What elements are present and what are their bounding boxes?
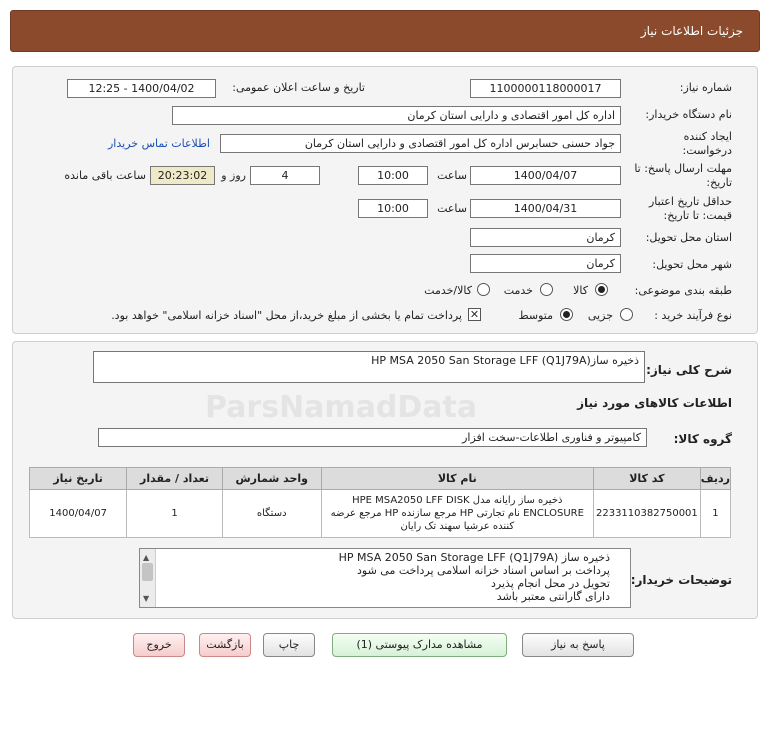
creator-label: ایجاد کننده درخواست: <box>682 130 732 157</box>
category-service-label: خدمت <box>503 284 533 297</box>
process-medium-radio[interactable] <box>560 308 573 321</box>
table-header-row <box>30 468 731 490</box>
cell-qty: 1 <box>127 490 223 538</box>
validity-time-field: 10:00 <box>358 199 428 218</box>
notes-line: دارای گارانتی معتبر باشد <box>496 590 610 603</box>
province-label: استان محل تحویل: <box>645 231 732 244</box>
col-row-header: ردیف <box>700 468 730 490</box>
deadline-time-field: 10:00 <box>358 166 428 185</box>
page-title: جزئیات اطلاعات نیاز <box>640 24 743 38</box>
treasury-payment-note: پرداخت تمام یا بخشی از مبلغ خرید،از محل "اسناد خزانه اسلامی" خواهد بود. <box>111 309 462 322</box>
print-button[interactable]: چاپ <box>263 633 315 657</box>
exit-button[interactable]: خروج <box>133 633 185 657</box>
page-header <box>10 10 760 52</box>
city-field: کرمان <box>470 254 621 273</box>
city-label: شهر محل تحویل: <box>652 258 732 271</box>
category-goods-radio[interactable] <box>595 283 608 296</box>
attachments-button[interactable]: مشاهده مدارک پیوستی (1) <box>332 633 507 657</box>
days-label: روز و <box>221 169 246 182</box>
category-label: طبقه بندی موضوعی: <box>634 284 732 297</box>
buyer-notes-label: توضیحات خریدار: <box>630 573 732 587</box>
category-goods-label: کالا <box>573 284 588 297</box>
buyer-org-label: نام دستگاه خریدار: <box>645 108 732 121</box>
notes-line: ذخیره ساز HP MSA 2050 San Storage LFF (Q1J79A) <box>338 551 610 564</box>
category-goods-service-radio[interactable] <box>477 283 490 296</box>
col-unit-header: واحد شمارش <box>222 468 321 490</box>
category-goods-service-label: کالا/خدمت <box>424 284 472 297</box>
goods-group-label: گروه کالا: <box>673 432 732 446</box>
process-partial-radio[interactable] <box>620 308 633 321</box>
cell-row: 1 <box>700 490 730 538</box>
treasury-payment-checkbox[interactable]: ✕ <box>469 308 480 321</box>
creator-field: جواد حسنی حسابرس اداره کل امور اقتصادی و دارایی استان کرمان <box>220 134 621 153</box>
goods-table <box>29 467 731 538</box>
process-medium-label: متوسط <box>518 309 553 322</box>
goods-info-title: اطلاعات کالاهای مورد نیاز <box>577 396 732 410</box>
goods-group-field: کامپیوتر و فناوری اطلاعات-سخت افزار <box>98 428 647 447</box>
buyer-org-field: اداره کل امور اقتصادی و دارایی استان کرمان <box>172 106 621 125</box>
col-name-header: نام کالا <box>321 468 593 490</box>
notes-line: تحویل در محل انجام پذیرد <box>490 577 610 590</box>
notes-line: پرداخت بر اساس اسناد خزانه اسلامی پرداخت می شود <box>356 564 610 577</box>
reply-button[interactable]: پاسخ به نیاز <box>522 633 634 657</box>
buyer-notes-textarea[interactable] <box>139 548 631 608</box>
deadline-label: مهلت ارسال پاسخ: تا تاریخ: <box>634 162 732 189</box>
scroll-thumb[interactable] <box>142 563 153 581</box>
notes-scrollbar[interactable] <box>140 549 156 607</box>
col-date-header: تاریخ نیاز <box>30 468 127 490</box>
deadline-date-field: 1400/04/07 <box>470 166 621 185</box>
validity-date-field: 1400/04/31 <box>470 199 621 218</box>
process-partial-label: جزیی <box>587 309 613 322</box>
process-label: نوع فرآیند خرید : <box>654 309 732 322</box>
cell-name: ذخیره ساز رایانه مدل HPE MSA2050 LFF DISK ENCLOSURE نام تجارتی HP مرجع سازنده HP مرجع عرضه کننده عرشیا سهند تک رایان <box>321 490 593 538</box>
scroll-up-icon[interactable]: ▲ <box>143 553 150 562</box>
summary-label: شرح کلی نیاز: <box>646 363 732 377</box>
back-button[interactable]: بازگشت <box>199 633 251 657</box>
col-code-header: کد کالا <box>593 468 700 490</box>
cell-date: 1400/04/07 <box>30 490 127 538</box>
province-field: کرمان <box>470 228 621 247</box>
need-number-field: 1100000118000017 <box>470 79 621 98</box>
table-row <box>30 490 731 538</box>
need-number-label: شماره نیاز: <box>679 81 732 94</box>
buyer-contact-link[interactable]: اطلاعات تماس خریدار <box>108 137 210 150</box>
cell-code: 2233110382750001 <box>593 490 700 538</box>
announce-date-label: تاریخ و ساعت اعلان عمومی: <box>232 81 365 94</box>
summary-field: ذخیره سازHP MSA 2050 San Storage LFF (Q1J79A) <box>93 351 645 383</box>
validity-time-label: ساعت <box>437 202 467 215</box>
remaining-time-label: ساعت باقی مانده <box>64 169 146 182</box>
validity-label: حداقل تاریخ اعتبار قیمت: تا تاریخ: <box>648 195 732 222</box>
category-service-radio[interactable] <box>540 283 553 296</box>
announce-date-field: 1400/04/02 - 12:25 <box>67 79 216 98</box>
cell-unit: دستگاه <box>222 490 321 538</box>
scroll-down-icon[interactable]: ▼ <box>143 594 150 603</box>
deadline-time-label: ساعت <box>437 169 467 182</box>
col-qty-header: تعداد / مقدار <box>127 468 223 490</box>
days-remaining-field: 4 <box>250 166 320 185</box>
remaining-time-field: 20:23:02 <box>150 166 215 185</box>
